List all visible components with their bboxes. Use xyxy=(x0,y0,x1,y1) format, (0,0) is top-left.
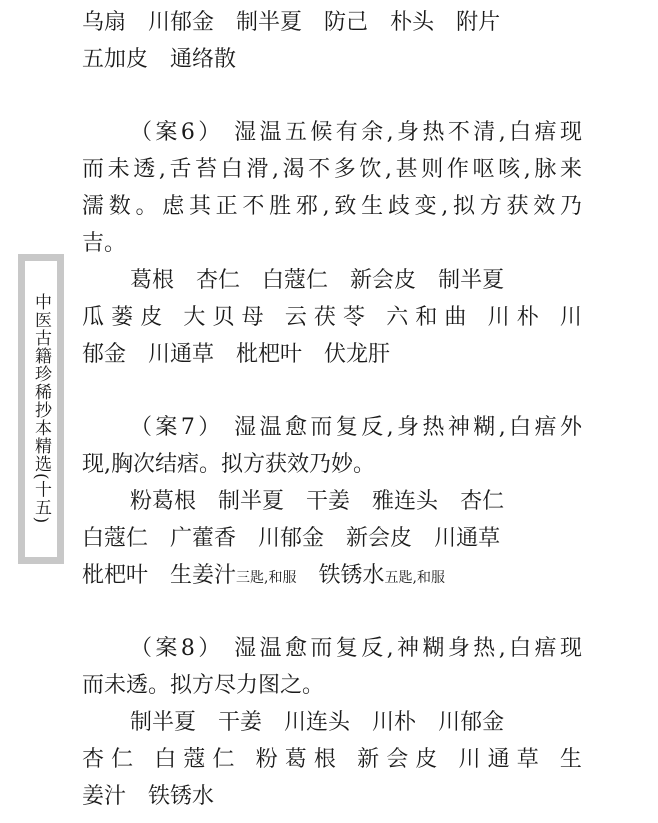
side-tab-label: 中医古籍珍稀抄本精选(十五) xyxy=(25,261,57,557)
page-body xyxy=(82,4,582,815)
herb: 川通草 xyxy=(434,526,501,551)
case6-text-line: 而未透,舌苔白滑,渴不多饮,甚则作呕咳,脉来 xyxy=(82,157,582,182)
herb: 杏仁 xyxy=(82,747,141,772)
case6-rx-line xyxy=(82,336,582,373)
herb: 川通草 xyxy=(148,342,215,367)
case7-rx-line xyxy=(82,483,582,520)
herb-line-top-1 xyxy=(82,4,582,41)
herb: 朴头 xyxy=(390,10,435,35)
case8-rx-line xyxy=(82,704,582,741)
herb: 川通草 xyxy=(458,747,546,772)
herb: 生 xyxy=(559,747,582,772)
herb: 川郁金 xyxy=(148,10,215,35)
herb: 白蔻仁 xyxy=(154,747,242,772)
dosage-note: 五匙,和服 xyxy=(384,570,445,586)
herb: 姜汁 xyxy=(82,784,127,809)
case6-text-line: 濡数。虑其正不胜邪,致生歧变,拟方获效乃 xyxy=(82,194,582,219)
herb: 川朴 xyxy=(487,305,546,330)
herb: 枇杷叶 xyxy=(236,342,303,367)
herb: 粉葛根 xyxy=(255,747,344,772)
herb: 川朴 xyxy=(372,710,417,735)
dosage-note: 三匙,和服 xyxy=(236,570,297,586)
herb-line-top-2 xyxy=(82,41,582,78)
case6-text-line: （案6） 湿温五候有余,身热不清,白痦现 xyxy=(130,120,582,145)
herb: 防己 xyxy=(324,10,369,35)
herb: 伏龙肝 xyxy=(324,342,391,367)
herb: 乌扇 xyxy=(82,10,127,35)
case7-text-line: 现,胸次结痞。拟方获效乃妙。 xyxy=(82,452,375,477)
herb: 制半夏 xyxy=(236,10,303,35)
herb: 六和曲 xyxy=(386,305,474,330)
herb: 郁金 xyxy=(82,342,127,367)
herb: 铁锈水 xyxy=(148,784,215,809)
herb: 新会皮 xyxy=(350,268,417,293)
herb: 大贝母 xyxy=(183,305,271,330)
case6-rx-line xyxy=(82,262,582,299)
herb: 制半夏 xyxy=(218,489,285,514)
herb: 干姜 xyxy=(306,489,351,514)
herb: 白蔻仁 xyxy=(262,268,329,293)
herb: 新会皮 xyxy=(346,526,413,551)
herb: 广藿香 xyxy=(170,526,237,551)
herb: 葛根 xyxy=(130,268,175,293)
herb: 川郁金 xyxy=(258,526,325,551)
case7-rx-line xyxy=(82,520,582,557)
case8-text-line: 而未透。拟方尽力图之。 xyxy=(82,673,325,698)
herb: 杏仁 xyxy=(196,268,241,293)
herb: 干姜 xyxy=(218,710,263,735)
herb: 通络散 xyxy=(170,47,237,72)
case7-rx-line xyxy=(82,557,582,594)
case8-rx-line xyxy=(82,778,582,815)
herb: 铁锈水 xyxy=(318,563,385,588)
herb: 附片 xyxy=(456,10,501,35)
herb: 雅连头 xyxy=(372,489,439,514)
herb: 五加皮 xyxy=(82,47,149,72)
herb: 生姜汁 xyxy=(170,563,237,588)
herb: 杏仁 xyxy=(460,489,505,514)
herb: 粉葛根 xyxy=(130,489,197,514)
herb: 制半夏 xyxy=(130,710,197,735)
case6-rx-line xyxy=(82,299,582,336)
herb: 瓜蒌皮 xyxy=(82,305,170,330)
herb: 白蔻仁 xyxy=(82,526,149,551)
case6-text-line: 吉。 xyxy=(82,231,127,256)
herb: 云茯苓 xyxy=(284,305,373,330)
herb: 川郁金 xyxy=(438,710,505,735)
case8-text-line: （案8） 湿温愈而复反,神糊身热,白痦现 xyxy=(130,636,582,661)
herb: 制半夏 xyxy=(438,268,505,293)
herb: 新会皮 xyxy=(357,747,445,772)
herb: 川连头 xyxy=(284,710,351,735)
case8-rx-line xyxy=(82,741,582,778)
herb: 川 xyxy=(559,305,582,330)
case7-text-line: （案7） 湿温愈而复反,身热神糊,白痦外 xyxy=(130,415,582,440)
side-tab xyxy=(18,254,64,564)
herb: 枇杷叶 xyxy=(82,563,149,588)
